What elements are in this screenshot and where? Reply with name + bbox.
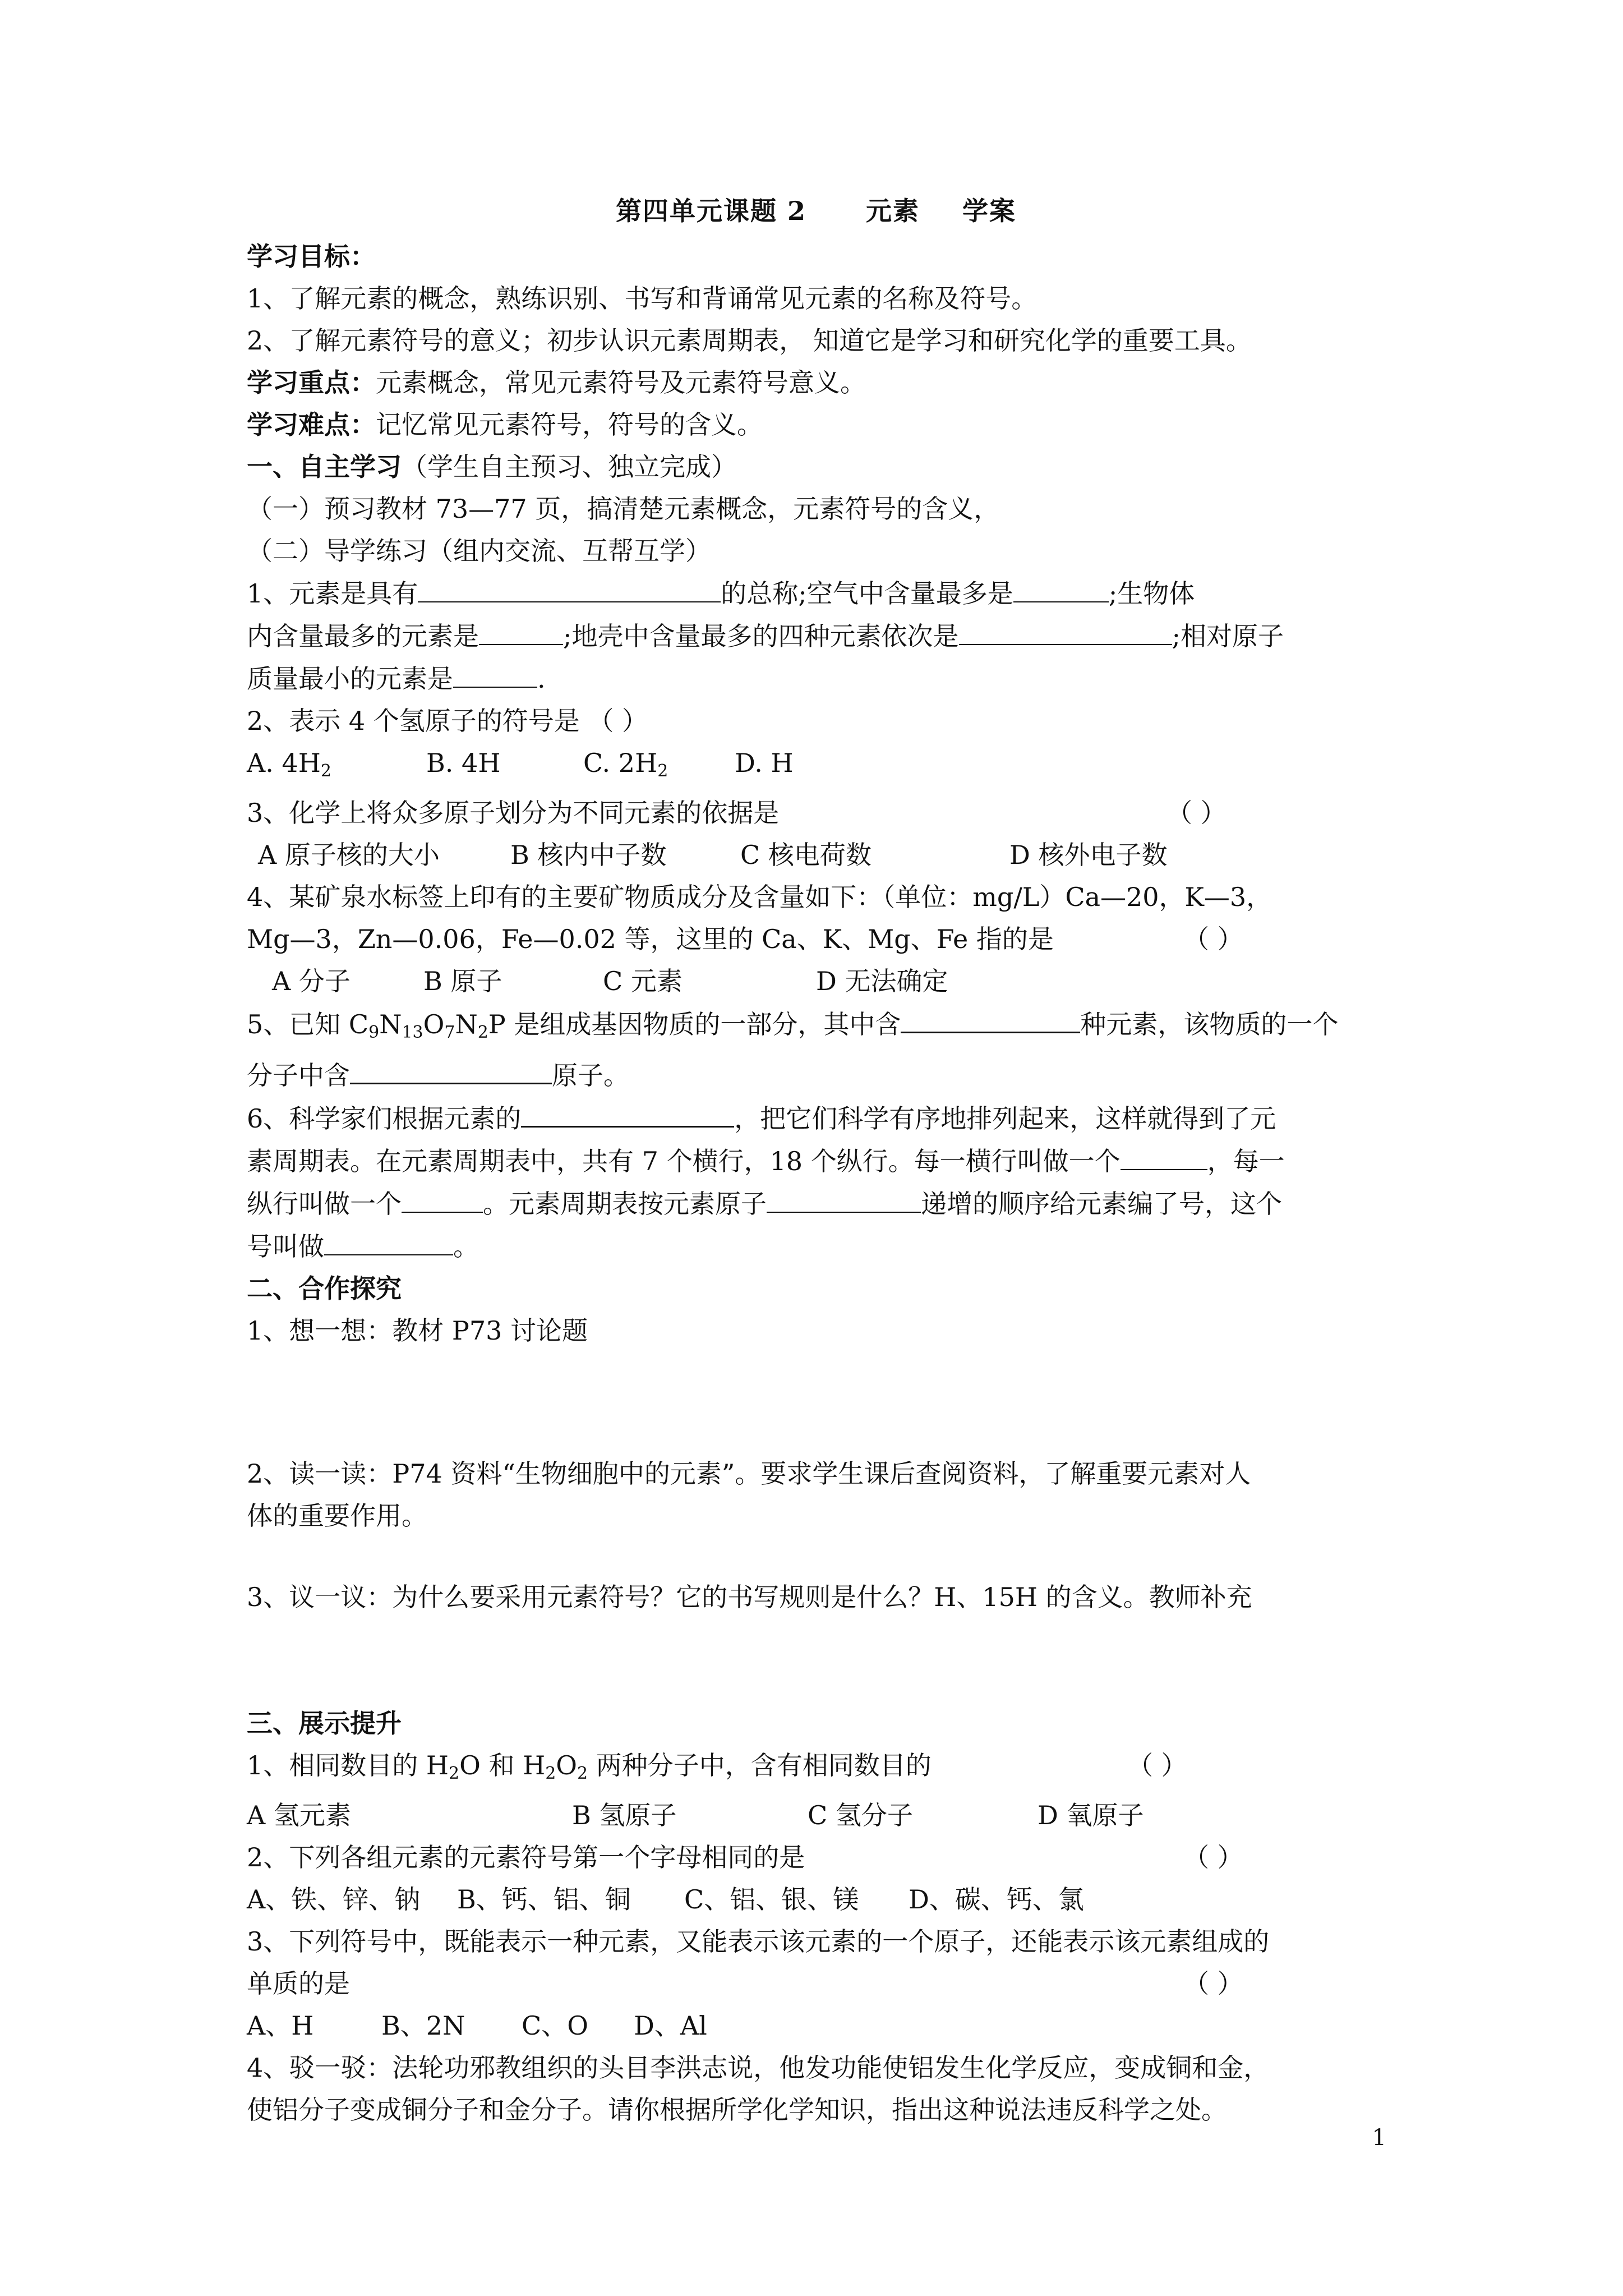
subscript: 9 bbox=[368, 1023, 380, 1042]
subscript: 13 bbox=[402, 1023, 423, 1042]
option-a[interactable] bbox=[247, 742, 426, 792]
q1-text: 质量最小的元素是 bbox=[247, 664, 453, 694]
explore-item: 3、议一议：为什么要采用元素符号？它的书写规则是什么？H、15H 的含义。教师补充 bbox=[247, 1582, 1252, 1612]
q1-text: ;相对原子 bbox=[1172, 621, 1284, 651]
q6-text: 递增的顺序给元素编了号，这个 bbox=[921, 1189, 1282, 1219]
q6-text: ，每一 bbox=[1207, 1146, 1285, 1176]
q1-text: ;生物体 bbox=[1108, 578, 1195, 609]
section2-heading: 二、合作探究 bbox=[247, 1273, 402, 1304]
option-b[interactable]: B 核内中子数 bbox=[510, 840, 667, 870]
question-s3-1 bbox=[247, 1745, 1385, 1795]
answer-blank[interactable] bbox=[1013, 572, 1109, 602]
subscript: 7 bbox=[444, 1023, 455, 1042]
difficulty-label: 学习难点： bbox=[247, 409, 376, 440]
q4-text: Mg—3，Zn—0.06，Fe—0.02 等，这里的 Ca、K、Mg、Fe 指的是 bbox=[247, 924, 1054, 954]
option-d[interactable]: D 氧原子 bbox=[1038, 1800, 1144, 1830]
section3-heading: 三、展示提升 bbox=[247, 1708, 402, 1738]
question-s3-3-options bbox=[247, 2005, 1385, 2047]
answer-blank[interactable] bbox=[350, 1053, 552, 1084]
explore-item: 1、想一想：教材 P73 讨论题 bbox=[247, 1315, 588, 1346]
s3q1-text: 1、相同数目的 H bbox=[247, 1750, 449, 1780]
title-part: 元素 bbox=[866, 196, 920, 226]
question-6-cont bbox=[247, 1140, 1385, 1182]
option-d[interactable]: D 无法确定 bbox=[816, 966, 948, 996]
q5-text: 原子。 bbox=[552, 1060, 629, 1091]
answer-space[interactable] bbox=[247, 1537, 1385, 1576]
option-a[interactable]: A 氢元素 bbox=[247, 1800, 351, 1830]
objective-item: 1、了解元素的概念，熟练识别、书写和背诵常见元素的名称及符号。 bbox=[247, 283, 1038, 314]
option-text: D. H bbox=[735, 748, 794, 778]
subscript: 2 bbox=[320, 761, 331, 781]
answer-blank[interactable] bbox=[1121, 1140, 1207, 1170]
answer-paren[interactable]: （ ） bbox=[1166, 798, 1227, 828]
answer-space[interactable] bbox=[247, 1352, 1385, 1453]
q5-text: 5、已知 C bbox=[247, 1009, 369, 1039]
objectives-heading: 学习目标： bbox=[247, 241, 376, 272]
q1-text: 的总称;空气中含量最多是 bbox=[721, 578, 1013, 609]
question-6-cont bbox=[247, 1225, 1385, 1268]
s3q1-stem bbox=[247, 1745, 1127, 1795]
option-text: A. 4H bbox=[247, 748, 321, 778]
key-point-label: 学习重点： bbox=[247, 367, 376, 398]
difficulty bbox=[247, 404, 1385, 446]
q1-text: 内含量最多的元素是 bbox=[247, 621, 479, 651]
q1-text: 1、元素是具有 bbox=[247, 578, 418, 609]
question-4: 4、某矿泉水标签上印有的主要矿物质成分及含量如下：（单位：mg/L）Ca—20，K—3， bbox=[247, 882, 1272, 912]
option-c[interactable]: C 核电荷数 bbox=[740, 840, 872, 870]
q5-text: N bbox=[455, 1009, 478, 1039]
option-b[interactable]: B 氢原子 bbox=[572, 1800, 677, 1830]
s3q3-text: 单质的是 bbox=[247, 1968, 350, 1999]
page-title bbox=[247, 191, 1385, 228]
question-1-cont bbox=[247, 657, 1385, 700]
s3q1-text: O 和 H bbox=[459, 1750, 546, 1780]
q1-text: . bbox=[537, 664, 546, 694]
key-point bbox=[247, 362, 1385, 404]
option-b[interactable]: B 原子 bbox=[423, 966, 502, 996]
title-part: 第四单元课题 2 bbox=[615, 196, 806, 226]
option-c[interactable]: C、O bbox=[522, 2010, 588, 2041]
option-text: C. 2H bbox=[583, 748, 658, 778]
option-c[interactable]: C 元素 bbox=[603, 966, 683, 996]
q1-text: ;地壳中含量最多的四种元素依次是 bbox=[563, 621, 959, 651]
answer-blank[interactable] bbox=[402, 1182, 483, 1213]
subscript: 2 bbox=[449, 1764, 460, 1783]
answer-paren[interactable]: （ ） bbox=[1127, 1750, 1187, 1780]
subscript: 2 bbox=[657, 761, 668, 781]
question-s3-2 bbox=[247, 1837, 1385, 1879]
answer-paren[interactable]: （ ） bbox=[1183, 1968, 1243, 1999]
answer-blank[interactable] bbox=[453, 657, 537, 688]
explore-item: 体的重要作用。 bbox=[247, 1501, 427, 1531]
option-d[interactable]: D 核外电子数 bbox=[1009, 840, 1168, 870]
option-b[interactable]: B、2N bbox=[381, 2010, 465, 2041]
document-page bbox=[247, 191, 1385, 2131]
q3-stem: 3、化学上将众多原子划分为不同元素的依据是 bbox=[247, 798, 780, 828]
option-b[interactable] bbox=[426, 742, 583, 784]
difficulty-text: 记忆常见元素符号，符号的含义。 bbox=[376, 409, 763, 440]
question-4-options bbox=[247, 960, 1385, 1002]
question-4-cont bbox=[247, 918, 1385, 960]
answer-blank[interactable] bbox=[521, 1097, 734, 1128]
section1-heading bbox=[247, 446, 1385, 488]
objective-item: 2、了解元素符号的意义；初步认识元素周期表， 知道它是学习和研究化学的重要工具。 bbox=[247, 325, 1252, 356]
s3q1-text: O bbox=[556, 1750, 577, 1780]
s3q1-text: 两种分子中，含有相同数目的 bbox=[588, 1750, 932, 1780]
page-number: 1 bbox=[1372, 2125, 1386, 2151]
question-2-options bbox=[247, 742, 1385, 792]
q6-text: 。元素周期表按元素原子 bbox=[483, 1189, 767, 1219]
section1-note: （学生自主预习、独立完成） bbox=[402, 452, 737, 482]
section1-sub2: （二）导学练习（组内交流、互帮互学） bbox=[247, 536, 711, 566]
question-3 bbox=[247, 792, 1385, 834]
q5-text: 种元素，该物质的一个 bbox=[1080, 1009, 1339, 1039]
option-a[interactable]: A、H bbox=[247, 2010, 314, 2041]
option-a[interactable]: A 原子核的大小 bbox=[258, 840, 440, 870]
subscript: 2 bbox=[577, 1764, 588, 1783]
answer-blank[interactable] bbox=[324, 1225, 453, 1255]
q5-text: P 是组成基因物质的一部分，其中含 bbox=[488, 1009, 901, 1039]
q6-text: ，把它们科学有序地排列起来，这样就得到了元 bbox=[734, 1103, 1276, 1134]
answer-paren[interactable]: （ ） bbox=[1183, 1842, 1243, 1872]
question-3-options bbox=[247, 834, 1385, 876]
answer-blank[interactable] bbox=[479, 615, 563, 645]
title-part: 学案 bbox=[962, 196, 1017, 226]
q5-text: 分子中含 bbox=[247, 1060, 350, 1091]
answer-blank[interactable] bbox=[959, 615, 1172, 645]
subscript: 2 bbox=[477, 1023, 488, 1042]
q6-text: 纵行叫做一个 bbox=[247, 1189, 402, 1219]
q5-text: N bbox=[379, 1009, 402, 1039]
question-s3-3-cont bbox=[247, 1963, 1385, 2005]
option-d[interactable]: D、Al bbox=[634, 2010, 707, 2041]
section1-sub1: （一）预习教材 73—77 页，搞清楚元素概念，元素符号的含义， bbox=[247, 494, 1000, 524]
s3q2-stem: 2、下列各组元素的元素符号第一个字母相同的是 bbox=[247, 1842, 805, 1872]
option-c[interactable]: C 氢分子 bbox=[808, 1800, 913, 1830]
question-s3-1-options bbox=[247, 1795, 1385, 1837]
question-s3-4: 4、驳一驳：法轮功邪教组织的头目李洪志说，他发功能使铝发生化学反应，变成铜和金， bbox=[247, 2053, 1270, 2083]
q6-text: 6、科学家们根据元素的 bbox=[247, 1103, 522, 1134]
option-d[interactable] bbox=[735, 742, 794, 784]
answer-paren[interactable]: （ ） bbox=[1183, 924, 1243, 954]
answer-blank[interactable] bbox=[418, 572, 721, 602]
option-d[interactable]: D、碳、钙、氯 bbox=[909, 1884, 1084, 1915]
q6-text: 号叫做 bbox=[247, 1231, 324, 1262]
question-6-cont bbox=[247, 1182, 1385, 1225]
answer-blank[interactable] bbox=[767, 1182, 921, 1213]
option-c[interactable]: C、铝、银、镁 bbox=[684, 1884, 859, 1915]
question-1 bbox=[247, 572, 1385, 615]
question-1-cont bbox=[247, 615, 1385, 657]
answer-blank[interactable] bbox=[901, 1002, 1080, 1033]
option-text: B. 4H bbox=[426, 748, 501, 778]
option-c[interactable] bbox=[583, 742, 735, 792]
subscript: 2 bbox=[545, 1764, 556, 1783]
q6-text: 。 bbox=[453, 1231, 479, 1262]
question-s3-4-cont: 使铝分子变成铜分子和金分子。请你根据所学化学知识，指出这种说法违反科学之处。 bbox=[247, 2095, 1227, 2125]
question-5 bbox=[247, 1002, 1385, 1053]
option-a[interactable]: A 分子 bbox=[272, 966, 351, 996]
explore-item: 2、读一读：P74 资料“生物细胞中的元素”。要求学生课后查阅资料，了解重要元素对人 bbox=[247, 1458, 1251, 1489]
key-point-text: 元素概念，常见元素符号及元素符号意义。 bbox=[376, 367, 866, 398]
question-6 bbox=[247, 1097, 1385, 1140]
question-2: 2、表示 4 个氢原子的符号是 （ ） bbox=[247, 706, 648, 736]
option-a[interactable]: A、铁、锌、钠 bbox=[247, 1884, 421, 1915]
answer-space[interactable] bbox=[247, 1618, 1385, 1703]
section1-title: 一、自主学习 bbox=[247, 452, 402, 482]
question-5-cont bbox=[247, 1053, 1385, 1097]
question-s3-2-options bbox=[247, 1879, 1385, 1921]
option-b[interactable]: B、钙、铝、铜 bbox=[457, 1884, 631, 1915]
q6-text: 素周期表。在元素周期表中，共有 7 个横行，18 个纵行。每一横行叫做一个 bbox=[247, 1146, 1121, 1176]
q5-text: O bbox=[423, 1009, 445, 1039]
question-s3-3: 3、下列符号中，既能表示一种元素，又能表示该元素的一个原子，还能表示该元素组成的 bbox=[247, 1926, 1270, 1957]
